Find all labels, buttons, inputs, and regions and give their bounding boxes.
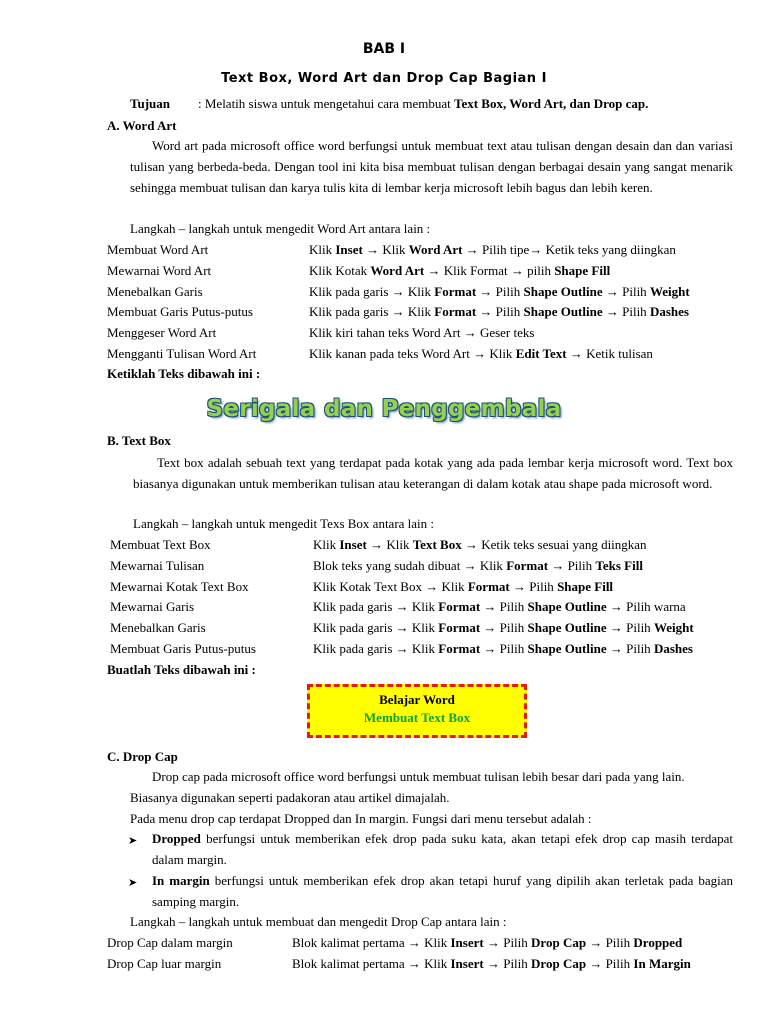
step-label: Mengganti Tulisan Word Art [107, 346, 257, 361]
step-label: Mewarnai Kotak Text Box [110, 578, 249, 594]
section-c-heading: C. Drop Cap [107, 749, 178, 764]
step-instruction: Blok kalimat pertama → Klik Insert → Pilih Drop Cap → Pilih Dropped [292, 935, 683, 950]
step-label: Drop Cap dalam margin [107, 935, 233, 950]
section-c-paragraph-1b: Biasanya digunakan seperti padakoran atau artikel dimajalah. [130, 790, 450, 805]
step-instruction: Klik kiri tahan teks Word Art → Geser teks [309, 325, 535, 341]
step-instruction: Klik kanan pada teks Word Art → Klik Edit Text → Ketik tulisan [309, 346, 653, 361]
section-b-task: Buatlah Teks dibawah ini : [107, 662, 256, 677]
tujuan-label: Tujuan [130, 96, 170, 111]
step-label: Membuat Word Art [107, 242, 209, 257]
section-c-paragraph-2: Pada menu drop cap terdapat Dropped dan In margin. Fungsi dari menu tersebut adalah : [130, 811, 592, 826]
step-label: Drop Cap luar margin [107, 956, 222, 971]
step-label: Mewarnai Tulisan [110, 557, 205, 573]
step-instruction: Blok teks yang sudah dibuat → Klik Format → Pilih Teks Fill [313, 557, 643, 573]
step-label: Menebalkan Garis [110, 620, 206, 636]
step-instruction: Klik Kotak Word Art → Klik Format → pilih Shape Fill [309, 262, 611, 278]
step-instruction: Klik Inset → Klik Text Box → Ketik teks sesuai yang diingkan [313, 537, 647, 552]
bullet-in-margin: In margin berfungsi untuk memberikan efek drop akan tetapi huruf yang dipilih akan terletak pada bagian samping margin. [152, 873, 733, 909]
section-a-steps-intro: Langkah – langkah untuk mengedit Word Art antara lain : [130, 221, 431, 236]
chapter-title: BAB I [362, 41, 406, 57]
section-a-heading: A. Word Art [107, 118, 177, 133]
bullet-arrow-icon: ➤ [128, 876, 138, 889]
step-label: Menebalkan Garis [107, 283, 203, 299]
step-label: Membuat Text Box [110, 537, 211, 552]
step-instruction: Blok kalimat pertama → Klik Insert → Pilih Drop Cap → Pilih In Margin [292, 956, 691, 971]
step-label: Mewarnai Word Art [107, 262, 212, 278]
section-c-paragraph-1: Drop cap pada microsoft office word berfungsi untuk membuat tulisan lebih besar dari pada yang lain. [152, 769, 685, 784]
step-instruction: Klik pada garis → Klik Format → Pilih Shape Outline → Pilih Dashes [313, 641, 693, 656]
bullet-dropped: Dropped berfungsi untuk memberikan efek drop pada suku kata, akan tetapi efek drop cap masih terdapat dalam margin. [152, 831, 733, 867]
step-label: Mewarnai Garis [110, 599, 195, 615]
chapter-subtitle: Text Box, Word Art dan Drop Cap Bagian I [221, 71, 547, 86]
section-c-steps-intro: Langkah – langkah untuk membuat dan mengedit Drop Cap antara lain : [130, 914, 507, 929]
step-instruction: Klik pada garis → Klik Format → Pilih Shape Outline → Pilih warna [313, 599, 686, 615]
step-instruction: Klik pada garis → Klik Format → Pilih Shape Outline → Pilih Dashes [309, 304, 689, 320]
step-instruction: Klik Kotak Text Box → Klik Format → Pilih Shape Fill [313, 578, 614, 594]
step-label: Membuat Garis Putus-putus [110, 641, 256, 656]
step-instruction: Klik pada garis → Klik Format → Pilih Shape Outline → Pilih Weight [313, 620, 694, 636]
step-instruction: Klik pada garis → Klik Format → Pilih Shape Outline → Pilih Weight [309, 283, 690, 299]
section-b-heading: B. Text Box [107, 433, 171, 448]
bullet-arrow-icon: ➤ [128, 834, 138, 847]
section-a-task: Ketiklah Teks dibawah ini : [107, 366, 261, 381]
step-label: Membuat Garis Putus-putus [107, 304, 253, 320]
step-instruction: Klik Inset → Klik Word Art → Pilih tipe→ Ketik teks yang diingkan [309, 242, 676, 257]
section-a-paragraph: Word art pada microsoft office word berfungsi untuk membuat text atau tulisan dengan desain dan dan variasi tulisan yang berbeda-beda. Dengan tool ini kita bisa membuat tulisan dengan berbagai desain yang sangat menarik sehingga membuat tulisan dan karya tulis kita di lembar kerja microsoft lebih bagus dan lebih keren. [130, 138, 733, 195]
textbox-line-2: Membuat Text Box [363, 710, 471, 725]
tujuan-text: : Melatih siswa untuk mengetahui cara membuat Text Box, Word Art, dan Drop cap. [198, 96, 649, 111]
section-b-paragraph: Text box adalah sebuah text yang terdapat pada kotak yang ada pada lembar kerja microsoft word. Text box biasanya digunakan untuk memberikan tulisan atau keterangan di dalam kotak atau shape pada microsoft word. [133, 455, 733, 491]
wordart-sample: Serigala dan Penggembala [206, 396, 562, 422]
textbox-line-1: Belajar Word [379, 692, 455, 707]
section-b-steps-intro: Langkah – langkah untuk mengedit Texs Box antara lain : [133, 516, 435, 531]
textbox-sample [307, 684, 527, 738]
step-label: Menggeser Word Art [107, 325, 217, 341]
